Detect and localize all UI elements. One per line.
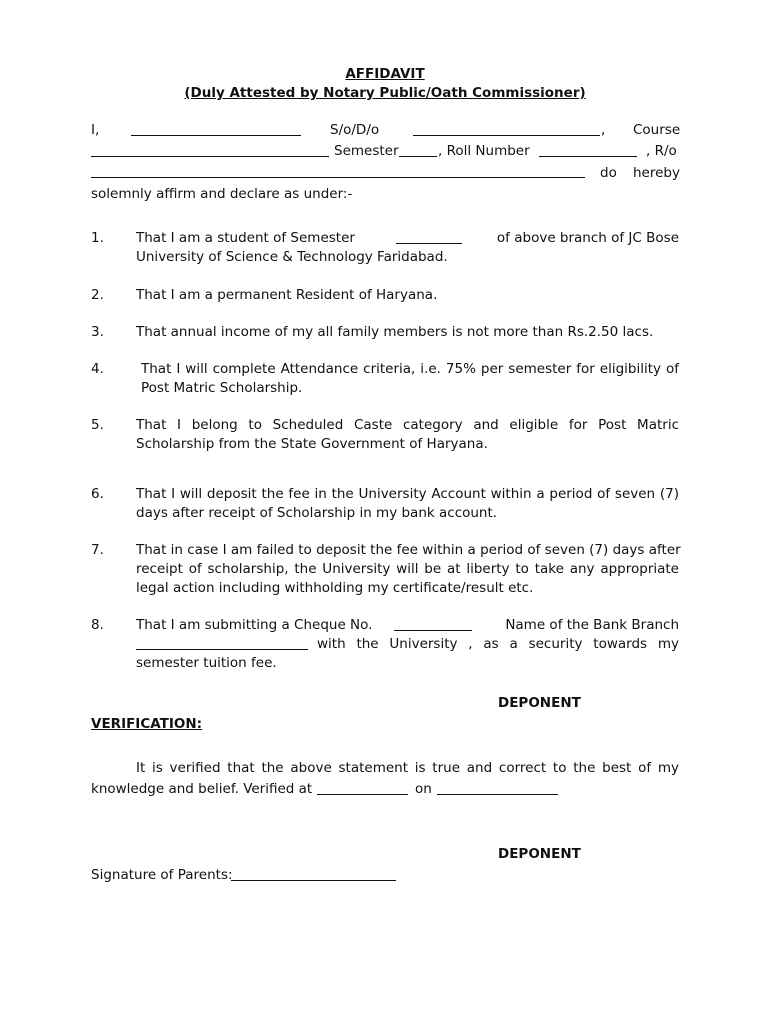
verification-line-2 — [91, 780, 312, 799]
item-7-line-3: legal action including withholding my certificate/result etc. — [136, 580, 534, 596]
intro-sodo: S/o/D/o — [330, 122, 380, 138]
item-1-text-b: of above branch of JC Bose — [496, 230, 679, 246]
item-number: 3. — [91, 324, 104, 340]
item-5-line-1: That I belong to Scheduled Caste category and eligible for Post Matric — [136, 417, 679, 433]
intro-roll-number: , Roll Number — [438, 143, 530, 159]
cheque-number-blank[interactable] — [394, 617, 472, 631]
verified-on-label: on — [415, 781, 432, 797]
verification-line-1: It is verified that the above statement is true and correct to the best of my — [136, 760, 679, 776]
bank-branch-blank[interactable] — [136, 636, 308, 650]
item-number: 7. — [91, 542, 104, 558]
item-6-line-2: days after receipt of Scholarship in my bank account. — [136, 505, 498, 521]
intro-do: do — [600, 165, 617, 181]
item-8-text-c: with the University , as a security towards my — [317, 636, 679, 652]
verified-place-blank[interactable] — [317, 781, 408, 795]
item-1 — [136, 229, 679, 267]
item-5-line-2: Scholarship from the State Government of Haryana. — [136, 436, 488, 452]
item-8-text-d: semester tuition fee. — [136, 655, 277, 671]
item-1-semester-blank[interactable] — [396, 230, 462, 244]
intro-comma: , — [601, 122, 606, 138]
item-8-text-b: Name of the Bank Branch — [505, 617, 679, 633]
intro-course: Course — [633, 122, 681, 138]
intro-solemnly: solemnly affirm and declare as under:- — [91, 186, 353, 202]
roll-number-blank[interactable] — [539, 143, 637, 157]
name-blank[interactable] — [131, 122, 301, 136]
item-7-line-2: receipt of scholarship, the University will be at liberty to take any appropriate — [136, 561, 679, 577]
item-8-text-a: That I am submitting a Cheque No. — [136, 617, 373, 633]
item-7-line-1: That in case I am failed to deposit the fee within a period of seven (7) days after — [136, 542, 681, 558]
parent-signature-blank[interactable] — [231, 867, 396, 881]
verification-heading: VERIFICATION: — [91, 716, 203, 732]
item-8 — [136, 616, 679, 673]
deponent-label: DEPONENT — [498, 695, 581, 711]
course-blank[interactable] — [91, 143, 329, 157]
item-number: 6. — [91, 486, 104, 502]
signature-label: Signature of Parents: — [91, 867, 233, 883]
item-number: 8. — [91, 617, 104, 633]
item-3-text: That annual income of my all family members is not more than Rs.2.50 lacs. — [136, 324, 654, 340]
item-2 — [136, 286, 679, 305]
intro-semester: Semester — [334, 143, 399, 159]
item-1-text-c: University of Science & Technology Faridabad. — [136, 249, 448, 265]
item-number: 1. — [91, 230, 104, 246]
document-subtitle: (Duly Attested by Notary Public/Oath Commissioner) — [184, 85, 586, 101]
intro-hereby: hereby — [633, 165, 680, 181]
item-4-line-2: Post Matric Scholarship. — [141, 380, 303, 396]
document-title: AFFIDAVIT — [345, 66, 425, 82]
item-number: 4. — [91, 361, 104, 377]
item-number: 5. — [91, 417, 104, 433]
verified-date-blank[interactable] — [437, 781, 558, 795]
item-4 — [141, 360, 679, 398]
item-1-text-a: That I am a student of Semester — [136, 230, 355, 246]
item-5 — [136, 416, 679, 454]
intro-i: I, — [91, 122, 100, 138]
item-4-line-1: That I will complete Attendance criteria, i.e. 75% per semester for eligibility of — [141, 361, 679, 377]
address-blank[interactable] — [91, 164, 585, 178]
item-7 — [136, 541, 679, 598]
item-6-line-1: That I will deposit the fee in the University Account within a period of seven (7) — [136, 486, 679, 502]
item-2-text: That I am a permanent Resident of Haryana. — [136, 287, 438, 303]
item-6 — [136, 485, 679, 523]
item-number: 2. — [91, 287, 104, 303]
item-3 — [136, 323, 679, 342]
semester-blank[interactable] — [399, 143, 437, 157]
intro-ro: , R/o — [646, 143, 677, 159]
deponent-label: DEPONENT — [498, 846, 581, 862]
verified-at-label: knowledge and belief. Verified at — [91, 781, 313, 797]
parent-name-blank[interactable] — [413, 122, 600, 136]
